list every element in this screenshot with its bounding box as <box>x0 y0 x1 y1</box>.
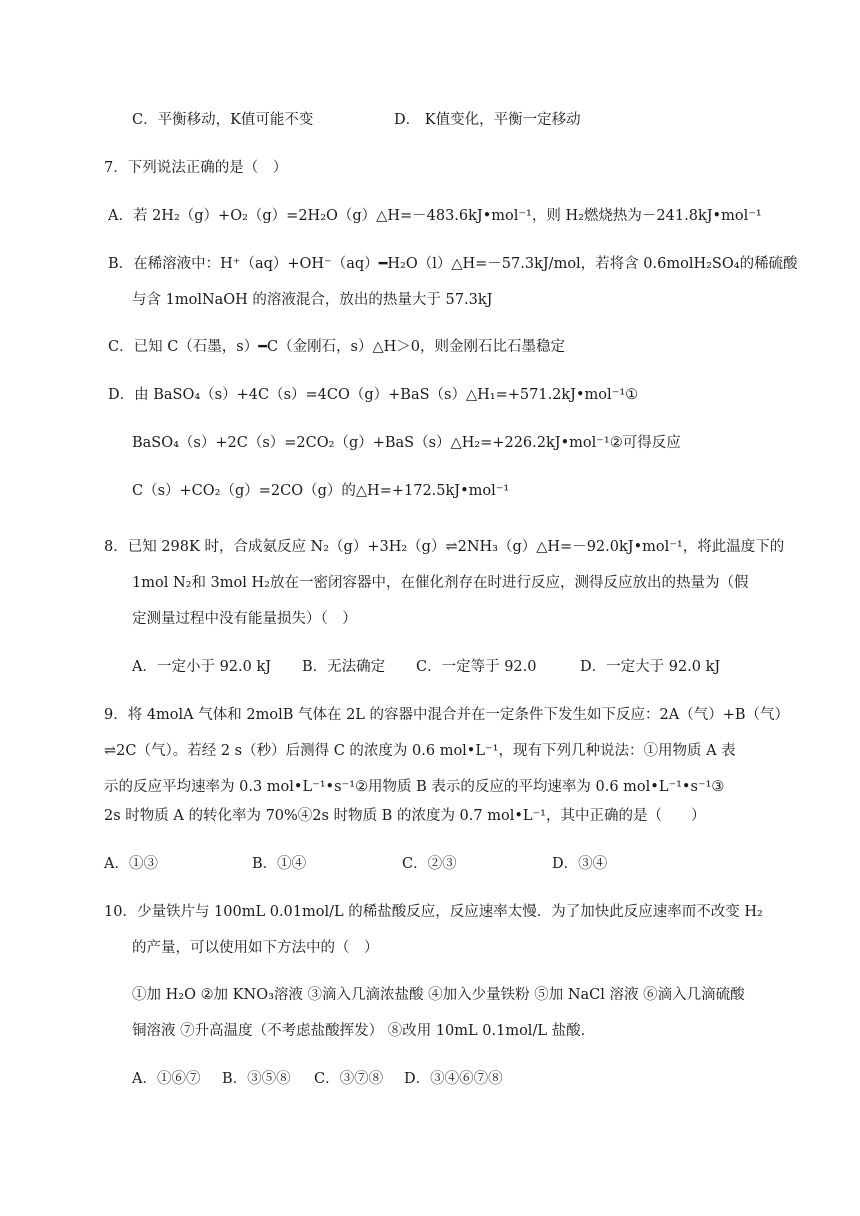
q7-option-d-line3: C（s）+CO₂（g）=2CO（g）的△H=+172.5kJ•mol⁻¹ <box>132 483 510 499</box>
q8-option-c: C．一定等于 92.0 <box>416 659 537 675</box>
q8-stem-line1: 8．已知 298K 时，合成氨反应 N₂（g）+3H₂（g）⇌2NH₃（g）△H=－92.0kJ•mol⁻¹，将此温度下的 <box>104 539 785 555</box>
q10-option-c: C．③⑦⑧ <box>314 1071 384 1087</box>
q9-stem-line4: 2s 时物质 A 的转化率为 70%④2s 时物质 B 的浓度为 0.7 mol•L⁻¹，其中正确的是（ ） <box>104 808 706 824</box>
q9-stem-line3: 示的反应平均速率为 0.3 mol•L⁻¹•s⁻¹②用物质 B 表示的反应的平均速率为 0.6 mol•L⁻¹•s⁻¹③ <box>104 779 725 795</box>
q9-stem-line2: ⇌2C（气）。若经 2 s（秒）后测得 C 的浓度为 0.6 mol•L⁻¹，现有下列几种说法：①用物质 A 表 <box>104 743 736 759</box>
q7-option-c: C．已知 C（石墨，s）━C（金刚石，s）△H＞0，则金刚石比石墨稳定 <box>108 339 566 355</box>
q10-stem-line2: 的产量，可以使用如下方法中的（ ） <box>132 940 379 956</box>
q10-option-a: A．①⑥⑦ <box>132 1071 201 1087</box>
q8-stem-line2: 1mol N₂和 3mol H₂放在一密闭容器中，在催化剂存在时进行反应，测得反应放出的热量为（假 <box>132 575 749 591</box>
q8-option-a: A．一定小于 92.0 kJ <box>132 659 272 675</box>
q9-option-d: D．③④ <box>552 856 608 872</box>
q6-option-c: C．平衡移动，K值可能不变 <box>132 112 314 128</box>
q10-methods-line2: 铜溶液 ⑦升高温度（不考虑盐酸挥发） ⑧改用 10mL 0.1mol/L 盐酸． <box>132 1023 596 1039</box>
q7-option-d-line2: BaSO₄（s）+2C（s）=2CO₂（g）+BaS（s）△H₂=+226.2kJ•mol⁻¹②可得反应 <box>132 435 681 451</box>
q8-option-d: D．一定大于 92.0 kJ <box>580 659 721 675</box>
q10-methods-line1: ①加 H₂O ②加 KNO₃溶液 ③滴入几滴浓盐酸 ④加入少量铁粉 ⑤加 NaCl 溶液 ⑥滴入几滴硫酸 <box>132 987 745 1003</box>
q9-option-c: C．②③ <box>402 856 457 872</box>
q10-stem-line1: 10．少量铁片与 100mL 0.01mol/L 的稀盐酸反应，反应速率太慢．为了加快此反应速率而不改变 H₂ <box>104 904 763 920</box>
q7-stem: 7．下列说法正确的是（ ） <box>104 160 288 176</box>
q9-option-a: A．①③ <box>104 856 158 872</box>
q7-option-a: A．若 2H₂（g）+O₂（g）=2H₂O（g）△H=－483.6kJ•mol⁻¹，则 H₂燃烧热为－241.8kJ•mol⁻¹ <box>108 208 762 224</box>
q7-option-d-line1: D．由 BaSO₄（s）+4C（s）=4CO（g）+BaS（s）△H₁=+571.2kJ•mol⁻¹① <box>108 387 639 403</box>
q8-stem-line3: 定测量过程中没有能量损失）（ ） <box>132 611 357 627</box>
q7-option-b-line2: 与含 1molNaOH 的溶液混合，放出的热量大于 57.3kJ <box>132 292 493 308</box>
q8-option-b: B．无法确定 <box>302 659 386 675</box>
q7-option-b-line1: B．在稀溶液中：H⁺（aq）+OH⁻（aq）━H₂O（l）△H=－57.3kJ/mol，若将含 0.6molH₂SO₄的稀硫酸 <box>108 256 798 272</box>
q9-option-b: B．①④ <box>252 856 307 872</box>
q6-option-d: D． K值变化，平衡一定移动 <box>394 112 581 128</box>
q10-option-d: D．③④⑥⑦⑧ <box>404 1071 503 1087</box>
q9-stem-line1: 9．将 4molA 气体和 2molB 气体在 2L 的容器中混合并在一定条件下发生如下反应：2A（气）+B（气） <box>104 707 790 723</box>
q10-option-b: B．③⑤⑧ <box>222 1071 291 1087</box>
